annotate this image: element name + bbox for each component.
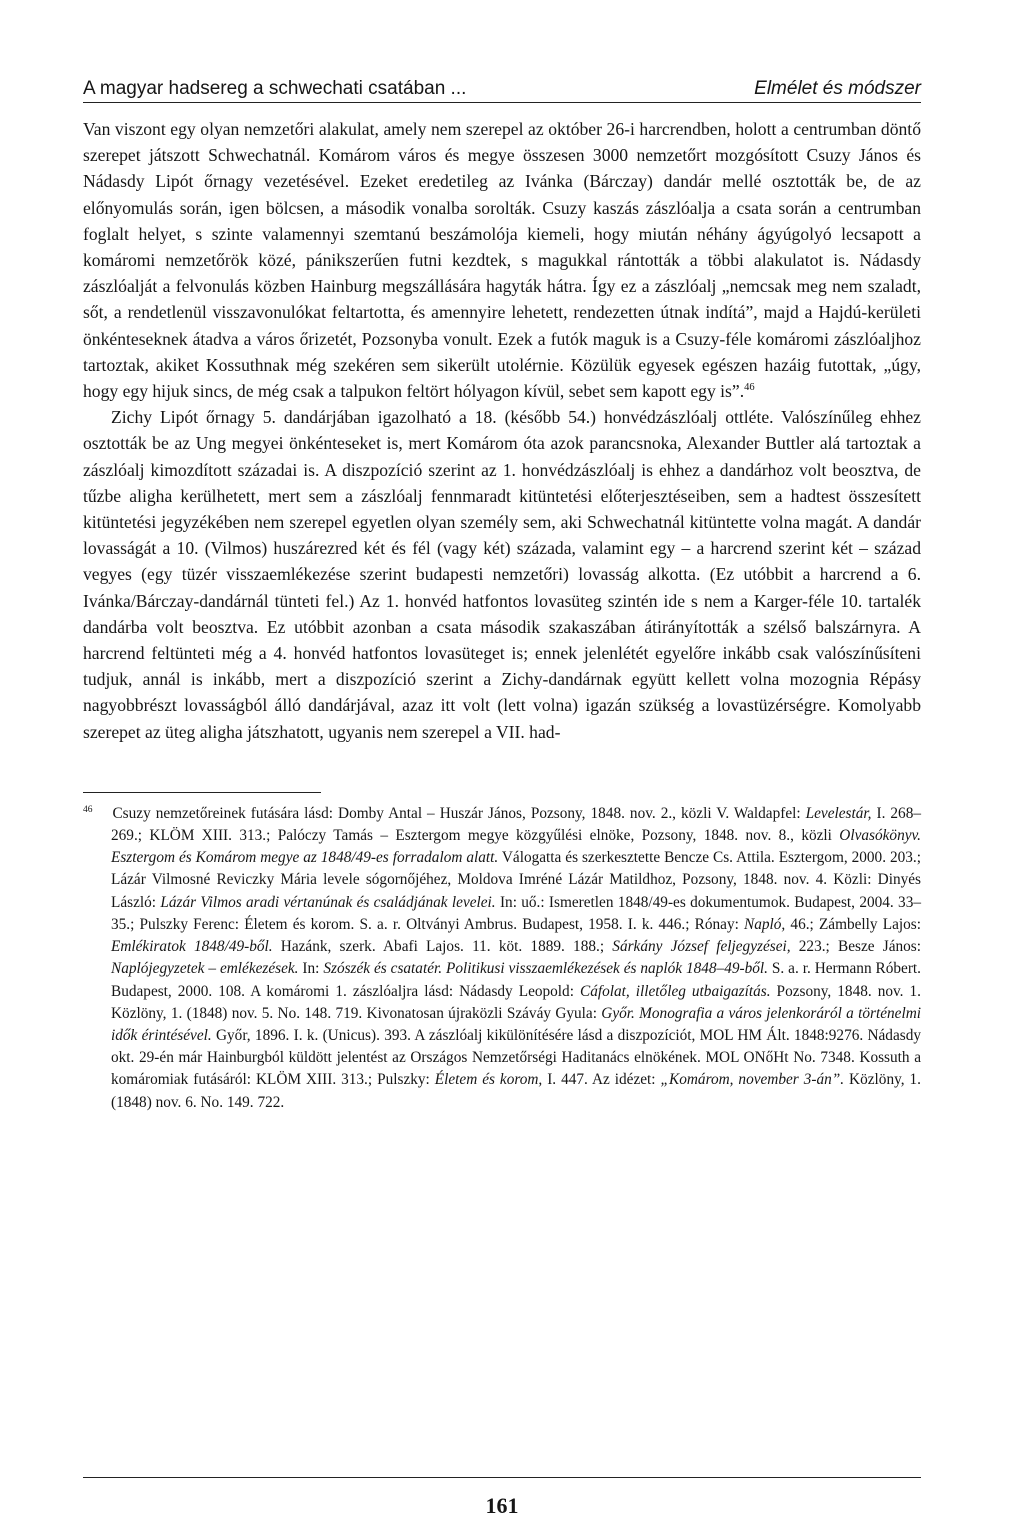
footnote-italic: Olvasókönyv. Esztergom és Komárom megye az 1848/49-es forradalom alatt. [111, 827, 921, 867]
page-number: 161 [485, 1493, 519, 1518]
header-title: A magyar hadsereg a schwechati csatában ... [83, 78, 467, 99]
footnote-italic: Lázár Vilmos aradi vértanúnak és családjának levelei. [160, 893, 496, 911]
footnote-text: I. 447. Az idézet: [542, 1071, 661, 1089]
book-page [83, 78, 921, 1518]
footnote-italic: Sárkány József feljegyzései, [612, 938, 791, 956]
footnote-italic: Szószék és csatatér. Politikusi visszaemlékezések és naplók 1848–49-ből. [323, 960, 768, 978]
footnote-text: Csuzy nemzetőreinek futására lásd: Domby Antal – Huszár János, Pozsony, 1848. nov. 2., közli V. Waldapfel: [112, 804, 806, 822]
header-section: Elmélet és módszer [754, 78, 921, 99]
footnote-text: 223.; Besze János: [790, 938, 921, 956]
footnote-text: Győr, 1896. I. k. (Unicus). 393. A zászlóalj kikülönítésére lásd a diszpozíciót, MOL HM Ált. 1848:9276. Nádasdy okt. 29-én már Hainburgból küldött jelentést az Országos Nemzetőrségi Haditanács elnökének. MOL ONőHt No. 7348. Kossuth a komáromiak futásáról: KLÖM XIII. 313.; Pulszky: [111, 1026, 921, 1089]
footnote-italic: Napló, [744, 915, 786, 933]
footnote-text: 46.; Zámbelly Lajos: [785, 915, 921, 933]
footnote-italic: Naplójegyzetek – emlékezések. [111, 960, 299, 978]
footnote-text: In: [298, 960, 324, 978]
footnote-text: In: uő.: Ismeretlen 1848/49-es dokumentumok. Budapest, 2004. 33–35.; Pulszky Ferenc: Életem és korom. S. a. r. Oltványi Ambrus. Budapest, 1958. I. k. 446.; Rónay: [111, 893, 921, 933]
footnote-text: Pozsony, 1848. nov. 1. Közlöny, 1. (1848) nov. 5. No. 148. 719. Kivonatosan újraközli Száváy Gyula: [111, 982, 921, 1022]
paragraph-1-text: Van viszont egy olyan nemzetőri alakulat, amely nem szerepel az október 26-i harcrendben, holott a centrumban döntő szerepet játszott Schwechatnál. Komárom város és megye összesen 3000 nemzetőrt mozgósított Csuzy János és Nádasdy Lipót őrnagy vezetésével. Ezeket eredetileg az Ivánka (Bárczay) dandár mellé osztották be, de az előnyomulás során, igen bölcsen, a második vonalba sorolták. Csuzy kaszás zászlóalja a csata során a centrumban foglalt helyet, s szinte valamennyi szemtanú beszámolója kiemeli, hogy miután néhány ágyúgolyó lecsapott a komáromi nemzetőrök közé, pánikszerűen futni kezdtek, s magukkal rántották a többi alakulatot is. Nádasdy zászlóalját a felvonulás közben Hainburg megszállására hagyták hátra. Így ez a zászlóalj „nemcsak meg nem szaladt, sőt, a rendetlenül visszavonulókat feltartotta, és amennyire lehetett, rendezetten útnak indítá”, majd a Hajdú-kerületi önkénteseknek átadva a város őrizetét, Pozsonyba vonult. Ezek a futók maguk is a Csuzy-féle komáromi zászlóaljhoz tartoztak, akiket Kossuthnak még szekéren sem sikerült utolérnie. Közülük egyesek egészen hazáig futottak, „úgy, hogy egy hijuk sincs, de még csak a talpukon feltört hólyagon kívül, sebet sem kapott egy is”. [83, 119, 921, 402]
footnote-46 [83, 803, 921, 1114]
paragraph-2: Zichy Lipót őrnagy 5. dandárjában igazolható a 18. (később 54.) honvédzászlóalj ottléte. Valószínűleg ehhez osztották be az Ung megyei önkénteseket is, mert Komárom óta azok parancsnoka, Alexander Buttler alá tartoztak a zászlóalj kimozdított századai is. A diszpozíció szerint az 1. honvédzászlóalj is ehhez a dandárhoz volt beosztva, de tűzbe aligha kerülhetett, mert sem a zászlóalj fennmaradt kitüntetési előterjesztéseiben, sem a hadtest összesített kitüntetési jegyzékében nem szerepel egyetlen olyan személy sem, aki Schwechatnál kitüntette volna magát. A dandár lovasságát a 10. (Vilmos) huszárezred két és fél (vagy két) százada, valamint egy – a harcrend szerint két – század vegyes (egy tüzér visszaemlékezése szerint budapesti nemzetőri) lovasság alkotta. (Ez utóbbit a harcrend a 6. Ivánka/Bárczay-dandárnál tünteti fel.) Az 1. honvéd hatfontos lovasüteg szintén ide s nem a Karger-féle 10. tartalék dandárba volt beosztva. Ez utóbbit azonban a csata második szakaszában átirányították a szélső balszárnyra. A harcrend feltünteti még a 4. honvéd hatfontos lovasüteget is; ennek jelenlétét egyelőre inkább csak valószínűsíteni tudjuk, annál is inkább, mert a diszpozíció szerint a Zichy-dandárnak együtt kellett volna mozognia Répásy nagyobbrészt lovasságból álló dandárjával, azaz itt volt (lett volna) igazán szükség a lovastüzérségre. Komolyabb szerepet az üteg aligha játszhatott, ugyanis nem szerepel a VII. had- [83, 407, 921, 742]
footnotes [83, 803, 921, 1114]
footnote-italic: Cáfolat, illetőleg utbaigazítás. [580, 982, 771, 1000]
footnote-divider [83, 792, 321, 793]
footnote-text: S. a. r. Hermann Róbert. Budapest, 2000. 108. A komáromi 1. zászlóaljra lásd: Nádasdy Leopold: [111, 960, 921, 1000]
running-header [83, 78, 921, 103]
footnote-text: I. 268–269.; KLÖM XIII. 313.; Palóczy Tamás – Esztergom megye közgyűlési elnöke, Pozsony, 1848. nov. 8., közli [111, 804, 921, 845]
footnote-italic: Levelestár, [805, 804, 872, 822]
page-number-rule [83, 1477, 921, 1478]
body-text [83, 116, 921, 745]
footnote-ref-46[interactable]: 46 [744, 382, 755, 394]
footnote-text: Válogatta és szerkesztette Bencze Cs. Attila. Esztergom, 2000. 203.; Lázár Vilmosné Reviczky Mária levele sógornőjéhez, Moldova Imréné Lázár Matildhoz, Pozsony, 1848. nov. 4. Közli: Dinyés László: [111, 849, 921, 911]
footnote-italic: Emlékiratok 1848/49-ből. [111, 938, 273, 956]
paragraph-1 [83, 116, 921, 404]
footnote-text: Közlöny, 1. (1848) nov. 6. No. 149. 722. [111, 1071, 921, 1111]
footnote-number: 46 [83, 804, 93, 815]
footnote-text: Hazánk, szerk. Abafi Lajos. 11. köt. 1889. 188.; [272, 938, 613, 956]
footnote-italic: Életem és korom, [434, 1071, 543, 1089]
footnote-italic: Győr. Monografia a város jelenkoráról a történelmi idők érintésével. [111, 1004, 921, 1044]
footnote-italic: „Komárom, november 3-án”. [660, 1071, 845, 1089]
